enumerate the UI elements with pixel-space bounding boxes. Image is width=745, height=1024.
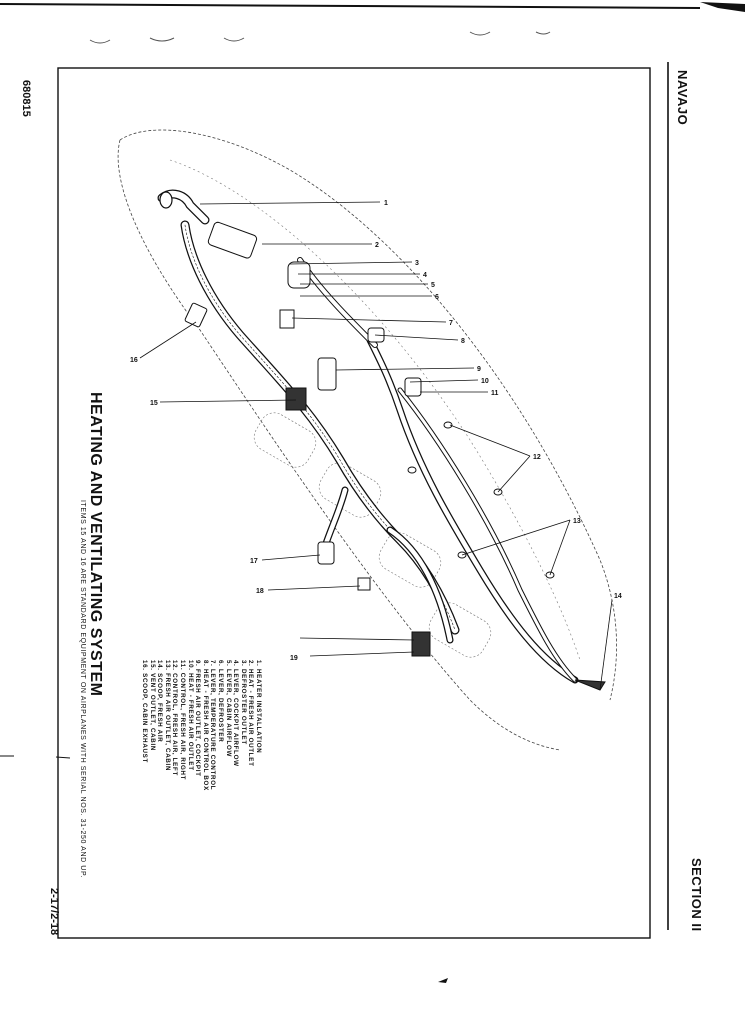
- figure-subtitle: ITEMS 15 AND 16 ARE STANDARD EQUIPMENT ON AIRPLANES WITH SERIAL NOS. 31-250 AND UP.: [79, 500, 86, 878]
- callout-12: 12: [533, 454, 541, 461]
- callout-16: 16: [130, 357, 138, 364]
- callout-6: 6: [435, 294, 439, 301]
- callout-13: 13: [573, 518, 581, 525]
- callout-3: 3: [415, 260, 419, 267]
- legend-item-11: 11. CONTROL, FRESH AIR, RIGHT: [179, 660, 187, 781]
- legend-item-14: 14. SCOOP, FRESH AIR: [156, 660, 164, 743]
- control-box: [286, 388, 306, 410]
- model-name: NAVAJO: [675, 70, 690, 126]
- cabin-vent-outlet: [318, 542, 334, 564]
- callout-5: 5: [431, 282, 435, 289]
- aft-branch-duct: [322, 490, 450, 640]
- legend-item-13: 13. FRESH AIR OUTLET, CABIN: [163, 660, 171, 772]
- callout-numbers: [130, 200, 622, 662]
- cabin-outlet-b: [408, 467, 416, 473]
- heat-fresh-air-outlet: [318, 358, 336, 390]
- callout-15: 15: [150, 400, 158, 407]
- defroster-outlet: [207, 221, 257, 259]
- legend-item-6: 6. LEVER, DEFROSTER: [217, 660, 225, 743]
- callout-18: 18: [256, 588, 264, 595]
- fresh-air-scoop-assembly: [412, 632, 430, 656]
- fresh-air-outlet-cockpit: [185, 303, 208, 328]
- doc-code: 680815: [20, 80, 32, 117]
- figure-title: HEATING AND VENTILATING SYSTEM: [87, 392, 104, 697]
- legend-item-2: 2. HEAT - FRESH AIR OUTLET: [247, 660, 255, 767]
- callout-10: 10: [481, 378, 489, 385]
- temperature-control-lever: [280, 310, 294, 328]
- callout-19: 19: [290, 655, 298, 662]
- callout-7: 7: [449, 320, 453, 327]
- callout-4: 4: [423, 272, 427, 279]
- fresh-air-control-left: [405, 378, 421, 396]
- page-number: 2-17/2-18: [48, 888, 60, 936]
- callout-11: 11: [491, 390, 499, 397]
- callout-9: 9: [477, 366, 481, 373]
- legend-item-5: 5. LEVER, CABIN AIRFLOW: [224, 660, 232, 757]
- legend-item-4: 4. LEVER, COCKPIT AIRFLOW: [232, 660, 240, 767]
- heater-installation: [160, 192, 205, 220]
- callout-14: 14: [614, 593, 622, 600]
- legend-item-16: 16. SCOOP, CABIN EXHAUST: [141, 660, 149, 763]
- legend-item-1: 1. HEATER INSTALLATION: [255, 660, 262, 754]
- legend-item-9: 9. FRESH AIR OUTLET, COCKPIT: [194, 660, 202, 777]
- callout-17: 17: [250, 558, 258, 565]
- callout-1: 1: [384, 200, 388, 207]
- figure-legend: [141, 660, 263, 791]
- callout-8: 8: [461, 338, 465, 345]
- legend-item-3: 3. DEFROSTER OUTLET: [239, 660, 247, 745]
- legend-item-10: 10. HEAT - FRESH AIR OUTLET: [186, 660, 194, 771]
- legend-item-15: 15. VENT OUTLET, CABIN: [148, 660, 156, 752]
- legend-item-8: 8. HEAT - FRESH AIR CONTROL BOX: [201, 660, 209, 791]
- callout-2: 2: [375, 242, 379, 249]
- cabin-exhaust-scoop: [358, 578, 370, 590]
- legend-item-12: 12. CONTROL, FRESH AIR, LEFT: [171, 660, 179, 776]
- legend-item-7: 7. LEVER, TEMPERATURE CONTROL: [209, 660, 217, 791]
- section-label: SECTION II: [689, 858, 704, 932]
